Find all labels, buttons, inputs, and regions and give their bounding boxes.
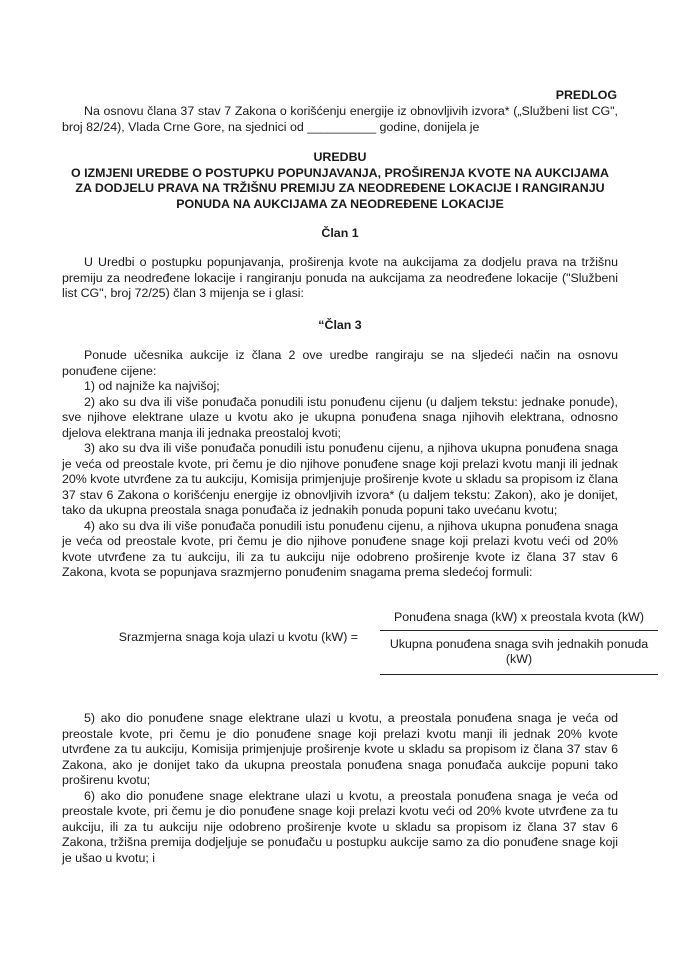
formula-denominator: Ukupna ponuđena snaga svih jednakih ponuda (kW) [380, 631, 658, 675]
article-3-heading: “Član 3 [318, 318, 362, 332]
formula-label: Srazmjerna snaga koja ulazi u kvotu (kW) = [118, 630, 358, 644]
article-3-body [62, 348, 618, 581]
list-item: 2) ako su dva ili više ponuđača ponudili istu ponuđenu cijenu (u daljem tekstu: jednake ponude), sve njihove elektrane ulaze u kvotu ako je ukupna ponuđena snaga njihovih elektrana, odnosno djelova elektrana manja ili jednaka preostaloj kvoti; [62, 394, 618, 440]
title-line-1: UREDBU [313, 150, 367, 164]
list-item: 4) ako su dva ili više ponuđača ponudili istu ponuđenu cijenu, a njihova ukupna ponuđena snaga je veća od preostale kvote, pri čemu je dio njihove ponuđene snage koji prelazi kvotu veći od 20% kvote utvrđene za tu aukciju, ili za tu aukciju nije odobreno proširenje kvote iz člana 37 stav 6 Zakona, kvota se popunjava srazmjerno ponuđenim snagama prema sledećoj formuli: [62, 518, 618, 579]
article-1-text: U Uredbi o postupku popunjavanja, proširenja kvote na aukcijama za dodjelu prava na tržišnu premiju za neodređene lokacije i rangiranju ponuda na aukcijama za neodređene lokacije ("Službeni list CG", broj 72/25) član 3 mijenja se i glasi: [62, 255, 618, 300]
article-3-intro: Ponude učesnika aukcije iz člana 2 ove uredbe rangiraju se na sljedeći način na osnovu ponuđene cijene: [62, 348, 618, 378]
article-1-heading: Član 1 [321, 226, 359, 240]
proportional-formula [62, 610, 649, 692]
formula-fraction [380, 610, 658, 675]
list-item: 3) ako su dva ili više ponuđača ponudili istu ponuđenu cijenu, a njihova ukupna ponuđena snaga je veća od preostale kvote, pri čemu je dio njihove ponuđene snage koji prelazi kvotu manji ili jednak 20% kvote utvrđene za tu aukciju, Komisija primjenjuje proširenje kvote u skladu sa propisom iz člana 37 stav 6 Zakona o korišćenju energije iz obnovljivih izvora* (u daljem tekstu: Zakon), ako je donijet, tako da ukupna preostala snaga ponuđača iz jednakih ponuda popuni tako uvećanu kvotu; [62, 441, 618, 517]
list-item: 5) ako dio ponuđene snage elektrane ulazi u kvotu, a preostala ponuđena snaga je veća od preostale kvote, pri čemu je dio ponuđene snage koji prelazi kvotu manji ili jednak 20% kvote utvrđene za tu aukciju, Komisija primjenjuje proširenje kvote u skladu sa propisom iz člana 37 stav 6 Zakona, ako je donijet tako da ukupna preostala ponuđena snaga ponuđača aukcije popuni tako proširenu kvotu; [62, 711, 618, 787]
preamble: Na osnovu člana 37 stav 7 Zakona o korišćenju energije iz obnovljivih izvora* („Službeni list CG", broj 82/24), Vlada Crne Gore, na sjednici od __________ godine, donijela je [62, 104, 618, 134]
title-line-2: O IZMJENI UREDBE O POSTUPKU POPUNJAVANJA, PROŠIRENJA KVOTE NA AUKCIJAMA ZA DODJELU PRAVA NA TRŽIŠNU PREMIJU ZA NEODREĐENE LOKACIJE I RANGIRANJU PONUDA NA AUKCIJAMA ZA NEODREĐENE LOKACIJE [71, 165, 609, 211]
formula-numerator: Ponuđena snaga (kW) x preostala kvota (kW) [380, 610, 658, 631]
document-title [62, 150, 618, 212]
proposal-label: PREDLOG [555, 88, 617, 102]
list-item: 1) od najniže ka najvišoj; [84, 379, 220, 393]
article-3-body-continued [62, 711, 618, 866]
list-item: 6) ako dio ponuđene snage elektrane ulazi u kvotu, a preostala ponuđena snaga je veća od preostale kvote, pri čemu je dio ponuđene snage koji prelazi kvotu veći od 20% kvote utvrđene za tu aukciju, ili za tu aukciju nije odobreno proširenje kvote u skladu sa propisom iz člana 37 stav 6 Zakona, tržišna premija dodjeljuje se ponuđaču u postupku aukcije samo za dio ponuđene snage koji je ušao u kvotu; i [62, 788, 618, 865]
